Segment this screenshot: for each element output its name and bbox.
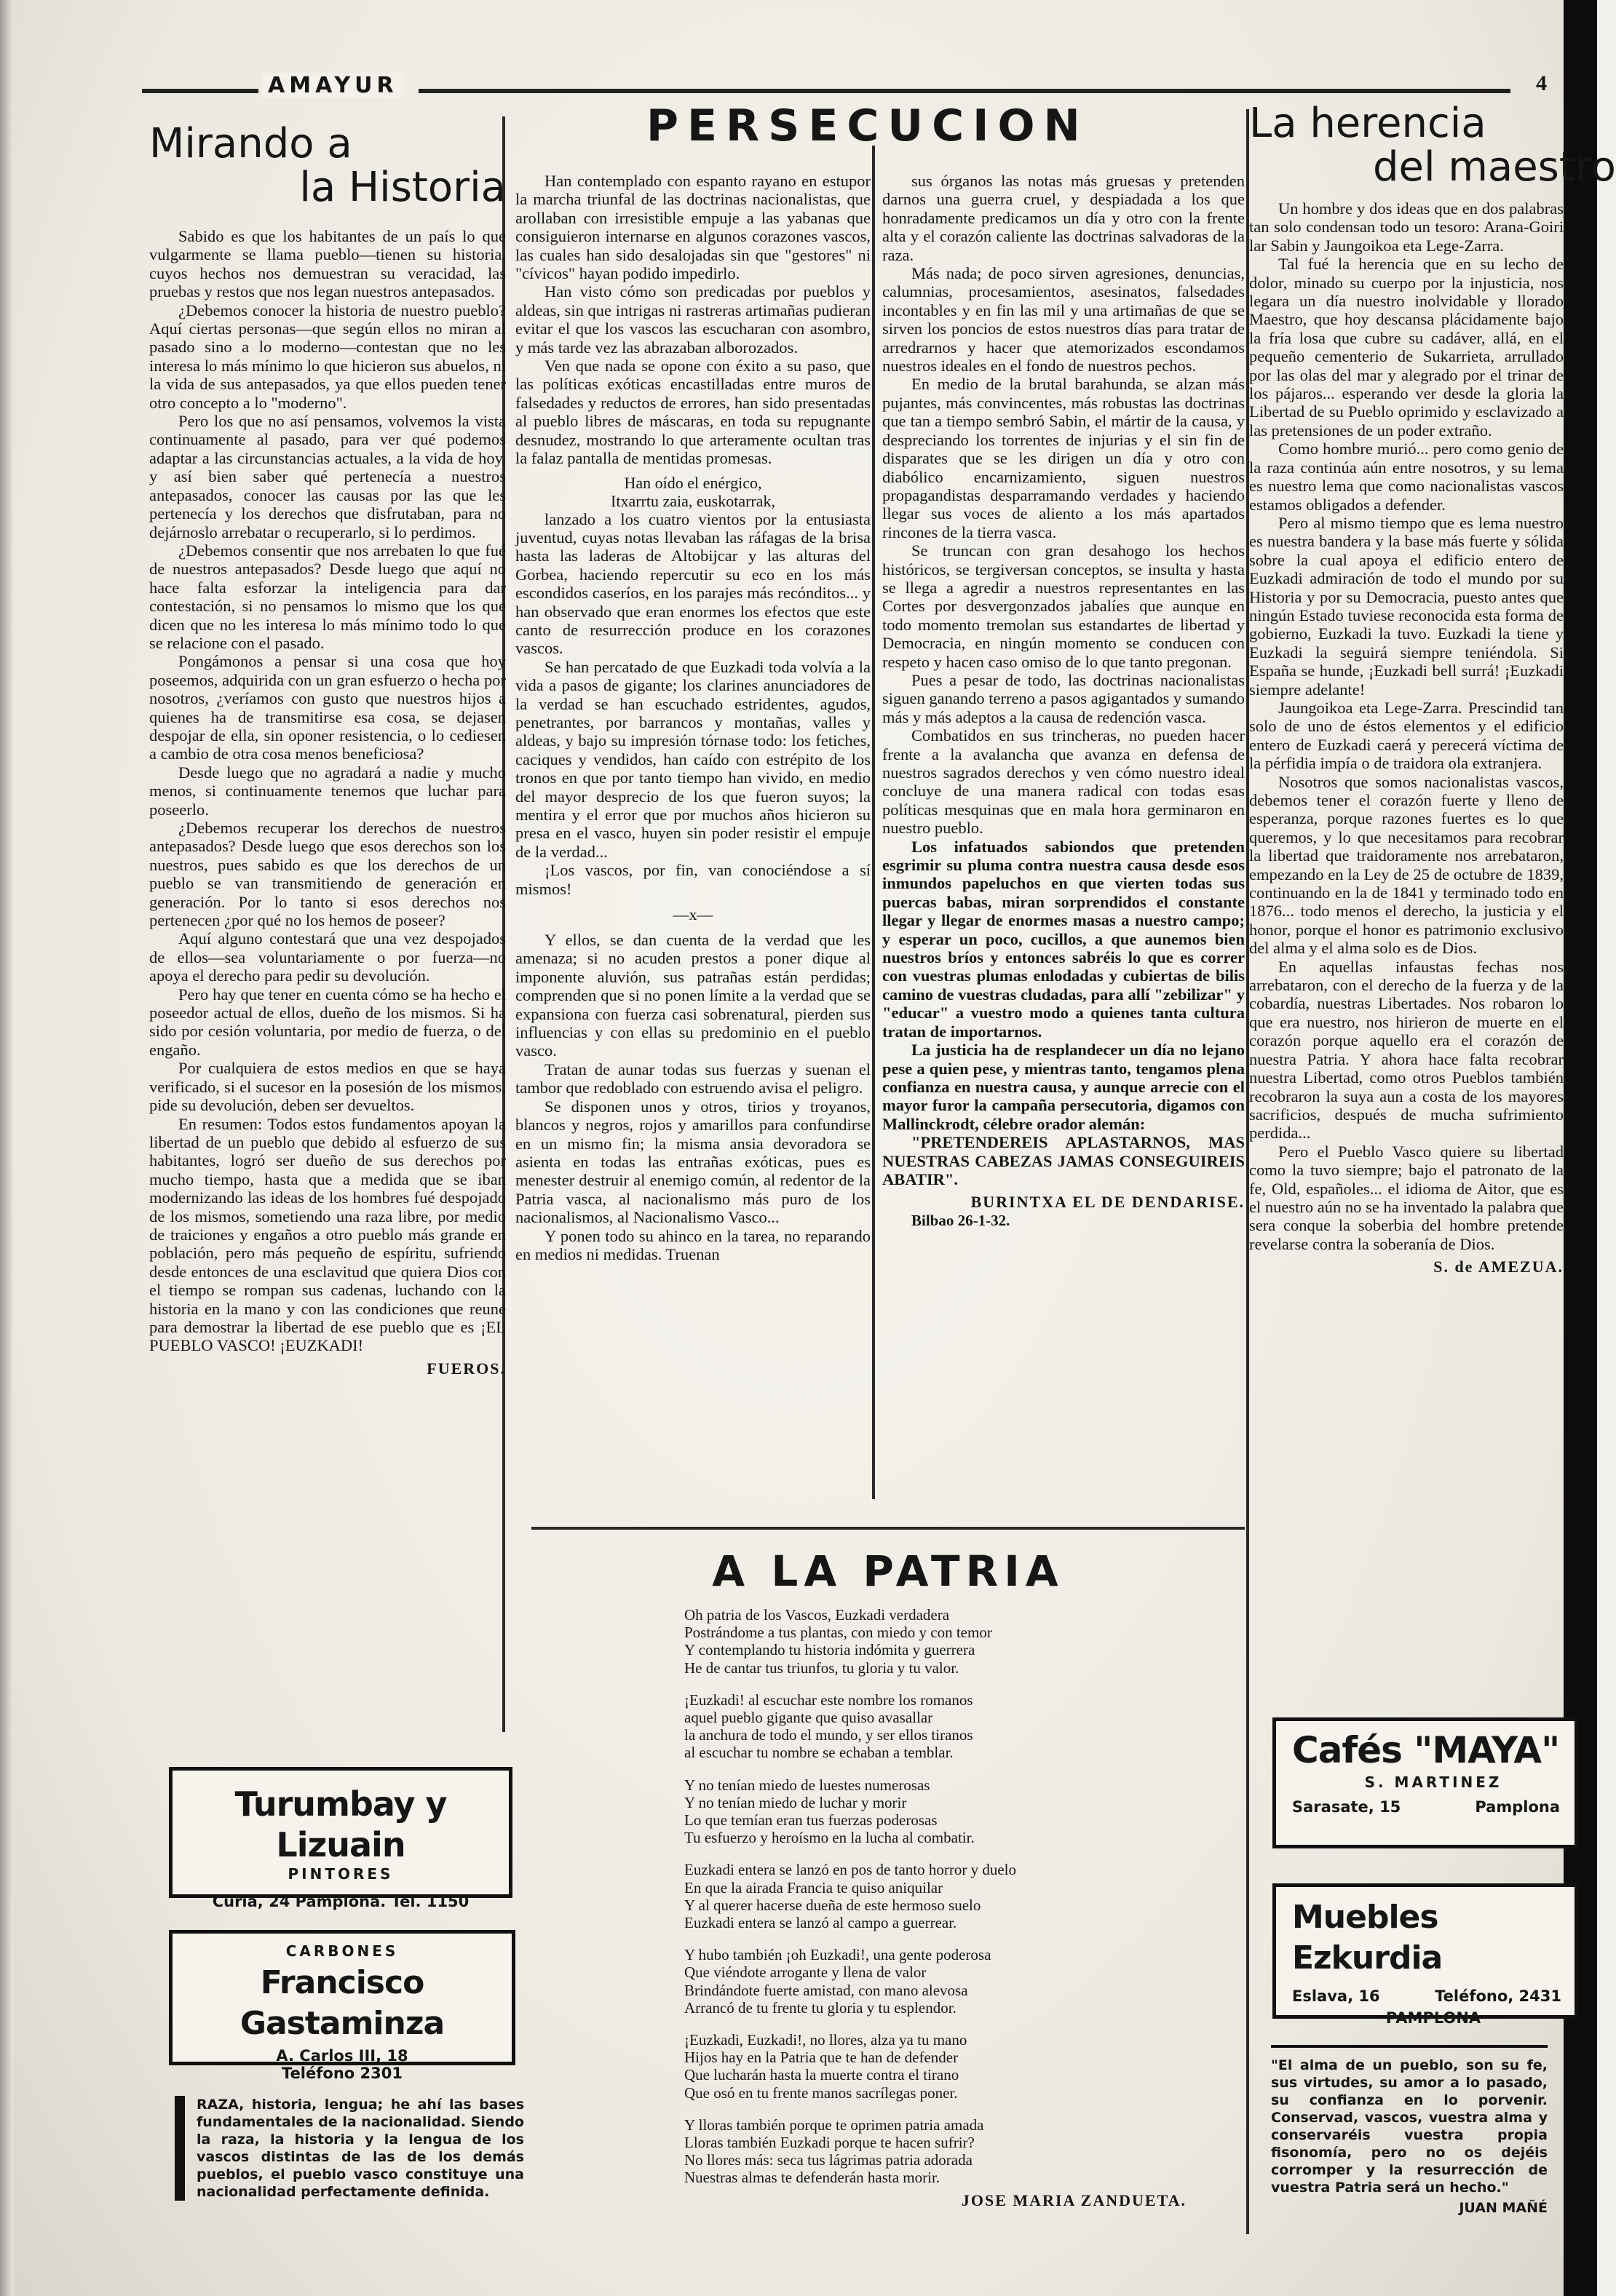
poem-stanza	[684, 1861, 1237, 1931]
article-signature: FUEROS.	[427, 1359, 506, 1378]
paragraph: Tal fué la herencia que en su lecho de dolor, minado su cuerpo por la injusticia, nos legara un día nuestro inolvidable y llorado Maestro, que hoy descansa plácidamente bajo la fría losa que cubre su cadáver, allá, en el pequeño cementerio de Sukarrieta, arrullado por las olas del mar y alegrado por el trinar de los pájaros... esperando ver desde la gloria la Libertad de su Pueblo oprimido y esclavizado a las pretensiones de un poder extraño.	[1249, 255, 1564, 440]
poem-stanza	[684, 1946, 1237, 2017]
scan-edge-left	[0, 0, 13, 2296]
ad-name: Turumbay y Lizuain	[234, 1784, 447, 1864]
poem-line: aquel pueblo gigante que quiso avasallar	[684, 1709, 933, 1727]
ad-name: Cafés "MAYA"	[1292, 1729, 1560, 1771]
paragraph: lanzado a los cuatro vientos por la entusiasta juventud, cuyas notas llevaban las ráfagas de la brisa hasta las laderas de Altobijcar y las alturas del Gorbea, haciendo repercutir su eco en los más escondidos caseríos, en los parajes más recónditos... y han observado que eran enormes los efectos que este canto de resurrección produce en los corazones vascos.	[515, 509, 871, 658]
article-body	[882, 172, 1245, 838]
ad-header: CARBONES	[285, 1942, 399, 1960]
ad-city: PAMPLONA	[1385, 2009, 1481, 2027]
quote: "PRETENDEREIS APLASTARNOS, MAS NUESTRAS CABEZAS JAMAS CONSEGUIREIS ABATIR".	[882, 1133, 1245, 1188]
poem-line: ¡Euzkadi, Euzkadi!, no llores, alza ya tu mano	[684, 2031, 967, 2049]
poem-line: Postrándome a tus plantas, con miedo y con temor	[684, 1624, 992, 1642]
paragraph: Y ellos, se dan cuenta de la verdad que les amenaza; si no acuden prestos a poner dique al imponente aluvión, sus patrañas están perdidas; comprenden que si no ponen límite a la verdad que se expansiona con fuerza casi sobrenatural, pierden sus influencias y con ellas su predominio en el pueblo vasco.	[515, 931, 871, 1060]
poem-line: Euzkadi entera se lanzó en pos de tanto horror y duelo	[684, 1861, 1017, 1879]
paragraph: Ven que nada se opone con éxito a su paso, que las políticas exóticas encastilladas entre muros de falsedades y reductos de errores, han sido presentadas al pueblo libres de máscaras, en toda su repugnante desnudez, mostrando lo que arteramente ocultan tras la falaz pantalla de mentidas promesas.	[515, 357, 871, 468]
poem-line: Y lloras también porque te oprimen patria amada	[684, 2116, 984, 2134]
ad-address: Curia, 24 Pamplona. Tel. 1150	[212, 1893, 470, 1910]
ad-francisco-gastaminza	[169, 1930, 515, 2082]
article-herencia-maestro	[1249, 100, 1616, 1688]
poem-line: En que la airada Francia te quiso aniquilar	[684, 1878, 943, 1896]
quote-text: "El alma de un pueblo, son su fe, sus virtudes, su amor a lo pasado, su confianza en lo porvenir. Conservad, vascos, vuestra alma y conservaréis vuestra propia fisonomía, pero no os dejéis corromper y la resurrección de vuestra Patria será un hecho."	[1271, 2057, 1548, 2196]
ad-subtitle: PINTORES	[288, 1865, 394, 1883]
paragraph: Combatidos en sus trincheras, no pueden hacer frente a la avalancha que avanza en defensa de nuestros sagrados derechos y ven cómo nuestro ideal concluye de una manera radical con todas esas políticas mesquinas que en mala hora germinaron en nuestro pueblo.	[882, 726, 1245, 838]
paragraph: Nosotros que somos nacionalistas vascos, debemos tener el corazón fuerte y lleno de esperanza, porque razones fuertes es lo que queremos, y lo que necesitamos para recobrar la libertad que traidoramente nos arrebataron, empezando en la Ley de 25 de octubre de 1839, continuando en la de 1841 y terminado todo en 1876... todo menos el derecho, la justicia y el honor, porque el honor es patrimonio exclusivo del alma y el alma solo es de Dios.	[1249, 772, 1564, 958]
poem-line: Que lucharán hasta la muerte contra el tirano	[684, 2066, 959, 2084]
newspaper-name: AMAYUR	[262, 73, 404, 98]
paragraph: Los infatuados sabiondos que pretenden esgrimir su pluma contra nuestra causa desde esos inmundos papeluchos en que vierten todas sus puercas babas, miran sorprendidos el constante llegar y llegar de enormes masas a nuestro campo; y esperar un poco, cucillos, a que aunemos bien nuestros bríos y entonces sabréis lo que es correr con vuestras plumas enlodadas y cubiertas de bilis camino de vuestras cludadas, para allí "zebilizar" y "educar" a vuestro modo a quienes tanta cultura tratan de importarnos.	[882, 837, 1245, 1041]
poem-line: la anchura de todo el mundo, y ser ellos tiranos	[684, 1726, 973, 1744]
quote-text: RAZA, historia, lengua; he ahí las bases fundamentales de la nacionalidad. Siendo la raza, la historia y la lengua de los vascos distintas de las de los demás pueblos, el pueblo vasco constituye una nacionalidad perfectamente definida.	[197, 2097, 524, 2200]
article-title: PERSECUCION	[646, 100, 1089, 151]
paragraph: Pero el Pueblo Vasco quiere su libertad como la tuvo siempre; bajo el patronato de la fe, Old, españoles... el idioma de Aitor, que es el nuestro aún no se ha inventado la palabra que sera conque la soberbia del hombre pretende revelarse contra la soberanía de Dios.	[1249, 1142, 1564, 1253]
paragraph: Desde luego que no agradará a nadie y mucho menos, si continuamente tenemos que luchar para poseerlo.	[149, 763, 506, 819]
poem-stanza	[684, 1691, 1237, 1762]
poem-line: Nuestras almas te defenderán hasta morir.	[684, 2169, 940, 2187]
ad-address: A. Carlos III, 18	[276, 2047, 408, 2065]
article-body	[149, 227, 506, 1355]
paragraph: La justicia ha de resplandecer un día no lejano pese a quien pese, y mientras tanto, tengamos plena confianza en nuestra causa, y aunque arrecie con el mayor furor la campaña persecutoria, digamos con Mallinckrodt, célebre orador alemán:	[882, 1041, 1245, 1133]
poem-line: Brindándote fuerte amistad, con mano alevosa	[684, 1981, 968, 1999]
ad-city: Pamplona	[1475, 1798, 1560, 1816]
article-body	[1249, 199, 1564, 1253]
ad-turumbay-lizuain	[169, 1767, 512, 1910]
poem-line: No llores más: seca tus lágrimas patria adorada	[684, 2151, 973, 2169]
poem-line: He de cantar tus triunfos, tu gloria y tu valor.	[684, 1659, 959, 1677]
poem-title: A LA PATRIA	[712, 1546, 1064, 1596]
persecucion-column-1	[515, 172, 871, 1511]
article-body	[515, 172, 871, 1263]
article-title-line2: la Historia	[299, 164, 506, 211]
column-rule	[872, 146, 875, 1499]
paragraph: Se truncan con gran desahogo los hechos históricos, se tergiversan conceptos, se insulta y hasta se llega a agredir a nuestros representantes en las Cortes por desvergonzados jabalíes que aunque en todo momento tremolan sus estandartes de libertad y Democracia, en ningún momento se conducen con respeto y hacen caso omiso de lo que tanto pregonan.	[882, 541, 1245, 671]
paragraph: Pero los que no así pensamos, volvemos la vista continuamente al pasado, para ver qué podemos adaptar a las circunstancias actuales, a la vida de hoy, y así bien saber qué pertenecía a nuestros antepasados, conocer las causas por las que les pertenecía y los derechos que disfrutaban, para no dejárnoslo arrebatar o recuperarlo, si lo perdimos.	[149, 412, 506, 541]
poem-line: Que viéndote arrogante y llena de valor	[684, 1963, 927, 1982]
article-body-bold	[882, 838, 1245, 1189]
raza-quote-box	[175, 2096, 524, 2201]
poem-line: Y no tenían miedo de luestes numerosas	[684, 1776, 930, 1794]
paragraph: Aquí alguno contestará que una vez despojados de ellos—sea voluntariamente o por fuerza—no apoya el derecho para pedir su devolución.	[149, 929, 506, 985]
page-number: 4	[1536, 71, 1547, 95]
ad-owner: S. MARTINEZ	[1364, 1773, 1502, 1791]
alma-quote-box	[1271, 2045, 1548, 2217]
poem-line: Arrancó de tu frente tu gloria y tu esplendor.	[684, 1998, 956, 2017]
paragraph: Más nada; de poco sirven agresiones, denuncias, calumnias, procesamientos, asesinatos, falsedades incontables y en fin las mil y una artimañas de que se sirven los poncios de estos nuestros días para tratar de arredrarnos y hacer que atemorizados escondamos nuestros ideales en el fondo de nuestros pechos.	[882, 264, 1245, 376]
paragraph: Un hombre y dos ideas que en dos palabras tan solo condensan todo un tesoro: Arana-Goiri lar Sabin y Jaungoikoa eta Lege-Zarra.	[1249, 199, 1564, 255]
paragraph: ¿Debemos consentir que nos arrebaten lo que fué de nuestros antepasados? Desde luego que aquí no hace falta esforzar la inteligencia para dar contestación, si no pensamos lo mismo que los que dicen que no les interesa lo más mínimo todo lo que se relacione con el pasado.	[149, 541, 506, 652]
paragraph: Pero hay que tener en cuenta cómo se ha hecho el poseedor actual de ellos, dueño de los mismos. Si ha sido por cesión voluntaria, por medio de fuerza, o del engaño.	[149, 985, 506, 1059]
poem-line: Y no tenían miedo de luchar y morir	[684, 1793, 907, 1811]
poem-stanza	[684, 1606, 1237, 1677]
paragraph: Se han percatado de que Euzkadi toda volvía a la vida a pasos de gigante; los clarines anunciadores de la verdad se han escuchado estridentes, agudos, penetrantes, por barrancos y montañas, valles y aldeas, y bajo su impresión tórnase todo: los fetiches, caciques y vendidos, han caído con estrépito de los tronos en que por tanto tiempo han vivido, en medio del mayor desprecio de los que fueron suyos; la mentira y el error que por muchos años hicieron su presa en el vasco, huyen sin poder resistir el empuje de la verdad...	[515, 657, 871, 861]
ad-cafes-maya	[1272, 1717, 1578, 1848]
ad-name: Muebles Ezkurdia	[1292, 1899, 1443, 1977]
poem-line: Hijos hay en la Patria que te han de defender	[684, 2049, 959, 2067]
section-rule	[531, 1527, 1245, 1530]
paragraph: Como hombre murió... pero como genio de la raza continúa aún entre nosotros, y su lema es nuestro lema que como nacionalistas vascos estamos obligados a defender.	[1249, 440, 1564, 514]
paragraph: En aquellas infaustas fechas nos arrebataron, con el derecho de la fuerza y de la cobardía, nuestras Libertades. Nos robaron lo que era nuestro, nos hirieron de muerte en el corazón porque aquello era el corazón de nuestra Patria. Y ahora hace falta recobrar nuestra Libertad, como otros Pueblos también recobraron la suya aun a costa de los mayores sacrificios, después de mucha sufrimiento perdida...	[1249, 957, 1564, 1143]
paragraph: Jaungoikoa eta Lege-Zarra. Prescindid tan solo de uno de éstos elementos y el edificio entero de Euzkadi caerá y perecerá víctima de la pérfidia impía o de traidora ola extranjera.	[1249, 698, 1564, 773]
paragraph: Han visto cómo son predicadas por pueblos y aldeas, sin que intrigas ni rastreras artimañas pudieran evitar el que los vascos las escucharan con asombro, y más tarde vez las abrazaban alborozados.	[515, 282, 871, 357]
article-title-line1: La herencia	[1249, 100, 1486, 147]
poem-stanza	[684, 1776, 1237, 1847]
paragraph: ¿Debemos recuperar los derechos de nuestros antepasados? Desde luego que esos derechos son los nuestros, pues sabido es que los derechos de un pueblo se van transmitiendo de generación en generación. Por lo tanto si esos derechos nos pertenecen ¿por qué no los hemos de poseer?	[149, 819, 506, 930]
paragraph: Tratan de aunar todas sus fuerzas y suenan el tambor que redoblado con estruendo avisa el peligro.	[515, 1060, 871, 1097]
masthead-rule-left	[142, 89, 258, 93]
poem-body	[539, 1606, 1237, 2187]
paragraph: ¡Los vascos, por fin, van conociéndose a sí mismos!	[515, 861, 871, 898]
poem-line: Oh patria de los Vascos, Euzkadi verdadera	[684, 1606, 950, 1624]
article-signature: BURINTXA EL DE DENDARISE.	[970, 1193, 1245, 1212]
poem-line: Lloras también Euzkadi porque te hacen sufrir?	[684, 2134, 975, 2152]
paragraph: Por cualquiera de estos medios en que se haya verificado, si el sucesor en la posesión de los mismos, pide su devolución, deben ser devueltos.	[149, 1059, 506, 1115]
article-signature: S. de AMEZUA.	[1433, 1258, 1564, 1276]
quote-line: Itxarrtu zaia, euskotarrak,	[611, 491, 775, 510]
poem-line: Euzkadi entera se lanzó al campo a guerrear.	[684, 1914, 957, 1932]
paragraph: En medio de la brutal barahunda, se alzan más pujantes, más convincentes, más robustas las doctrinas que tan a tiempo sembró Sabin, el mártir de la causa, y despreciando los torrentes de injurias y el sin fin de disparates que se les dirigen un día y otro con diabólico encarnizamiento, siguen nuestros propagandistas desparramando verdades y haciendo llegar sus voces de aliento a los más apartados rincones de la tierra vasca.	[882, 375, 1245, 541]
poem-signature: JOSE MARIA ZANDUETA.	[961, 2190, 1187, 2209]
ad-phone: Teléfono, 2431	[1435, 1987, 1561, 2005]
poem-line: Y contemplando tu historia indómita y guerrera	[684, 1641, 975, 1659]
ad-street: Sarasate, 15	[1292, 1798, 1401, 1816]
poem-line: Tu esfuerzo y heroísmo en la lucha al combatir.	[684, 1829, 975, 1847]
article-title-line2: del maestro	[1373, 143, 1616, 191]
masthead-rule-right	[419, 89, 1510, 93]
ad-address	[1292, 1798, 1575, 1816]
ad-street: Eslava, 16	[1292, 1987, 1380, 2005]
poem-a-la-patria	[539, 1546, 1237, 2238]
paragraph: En resumen: Todos estos fundamentos apoyan la libertad de un pueblo que debido al esfuerzo de sus habitantes, logró ser dueño de sus derechos por mucho tiempo, hasta que a medida que se iban modernizando las ideas de los hombres fué despojado de los mismos, sometiendo una raza libre, por medio de traiciones y engaños a otro pueblo más grande en población, pero más pequeño de espíritu, sufriendo desde entonces de una esclavitud que quiera Dios con el tiempo se rompan sus cadenas, luchando con la historia en la mano y con las condiciones que reune para demostrar la libertad de ese pueblo que es ¡EL PUEBLO VASCO! ¡EUZKADI!	[149, 1114, 506, 1355]
poem-line: Y hubo también ¡oh Euzkadi!, una gente poderosa	[684, 1946, 991, 1964]
masthead	[142, 73, 1561, 102]
article-mirando-historia	[149, 122, 506, 1734]
paragraph: Se disponen unos y otros, tirios y troyanos, blancos y negros, rojos y amarillos para confundirse en un mismo fin; la misma ansia devoradora se asienta en todas las entrañas exóticas, pues es menester destruir al enemigo común, al redentor de la Patria vasca, al nacionalismo más puro de los nacionalismos, al Nacionalismo Vasco...	[515, 1097, 871, 1227]
poem-line: Lo que temían eran tus fuerzas poderosas	[684, 1811, 938, 1830]
ad-name: Francisco Gastaminza	[239, 1964, 445, 2042]
poem-line: Que osó en tu frente manos sacrílegas poner.	[684, 2084, 958, 2102]
paragraph: sus órganos las notas más gruesas y pretenden darnos una guerra cruel, y despiadada a los que honradamente predicamos un día y otro con la frente alta y el corazón caliente las doctrinas salvadoras de la raza.	[882, 172, 1245, 264]
paragraph: Pero al mismo tiempo que es lema nuestro es nuestra bandera y la base más fuerte y sólida sobre la cual apoya el edificio entero de Euzkadi admiración de todo el mundo por su Historia y por su Democracia, puesto antes que ningún Estado tuviese reconocida esta forma de gobierno, Euzkadi la tuvo. Euzkadi la tiene y Euzkadi la seguirá siempre teniéndola. Si España se hunde, ¡Euzkadi bell surrá! ¡Euzkadi siempre adelante!	[1249, 513, 1564, 699]
quote-signature: JUAN MAÑÉ	[1459, 2200, 1548, 2216]
poem-line: Y al querer hacerse dueña de este hermoso suelo	[684, 1896, 981, 1914]
poem-stanza	[684, 2031, 1237, 2102]
paragraph: Pongámonos a pensar si una cosa que hoy poseemos, adquirida con un gran esfuerzo o hecha por nosotros, ¿veríamos con gusto que nuestros hijos a quienes ha de transmitirse esa cosa, se dejasen despojar de ella, sin oponer resistencia, o lo cediesen a cambio de otra cosa menos beneficiosa?	[149, 652, 506, 763]
article-dateline: Bilbao 26-1-32.	[911, 1212, 1010, 1230]
paragraph: Sabido es que los habitantes de un país lo que vulgarmente se llama pueblo—tienen su historia, cuyos hechos nos demuestran su veracidad, las pruebas y restos que nos legan nuestros antepasados.	[149, 227, 506, 301]
poem-line: ¡Euzkadi! al escuchar este nombre los romanos	[684, 1691, 973, 1709]
paragraph: Pues a pesar de todo, las doctrinas nacionalistas siguen ganando terreno a pasos agigantados y sumando más y más adeptos a la causa de redención vasca.	[882, 670, 1245, 726]
article-title-line1: Mirando a	[149, 120, 352, 167]
separator: —x—	[673, 905, 713, 924]
paragraph: Y ponen todo su ahinco en la tarea, no reparando en medios ni medidas. Truenan	[515, 1226, 871, 1263]
paragraph: ¿Debemos conocer la historia de nuestro pueblo? Aquí ciertas personas—que según ellos no miran al pasado sino a lo moderno—contestan que no les interesa lo más mínimo lo que hicieron sus abuelos, ni la vida de sus antepasados, ya que ellos pueden tener otro concepto a lo "moderno".	[149, 301, 506, 412]
poem-stanza	[684, 2116, 1237, 2187]
paragraph: Han contemplado con espanto rayano en estupor la marcha triunfal de las doctrinas nacionalistas, que arollaban con irresistible empuje a las yabanas que consiguieron internarse en algunos corazones vascos, las cuales han sido desalojadas sin que "gestores" ni "cívicos" hayan podido impedirlo.	[515, 172, 871, 283]
poem-line: al escuchar tu nombre se echaban a temblar.	[684, 1744, 954, 1762]
persecucion-column-2	[882, 172, 1245, 1518]
ad-phone: Teléfono 2301	[282, 2065, 403, 2082]
quote-line: Han oído el enérgico,	[624, 473, 762, 492]
ad-address	[1292, 1987, 1575, 2005]
ad-muebles-ezkurdia	[1272, 1883, 1578, 2027]
